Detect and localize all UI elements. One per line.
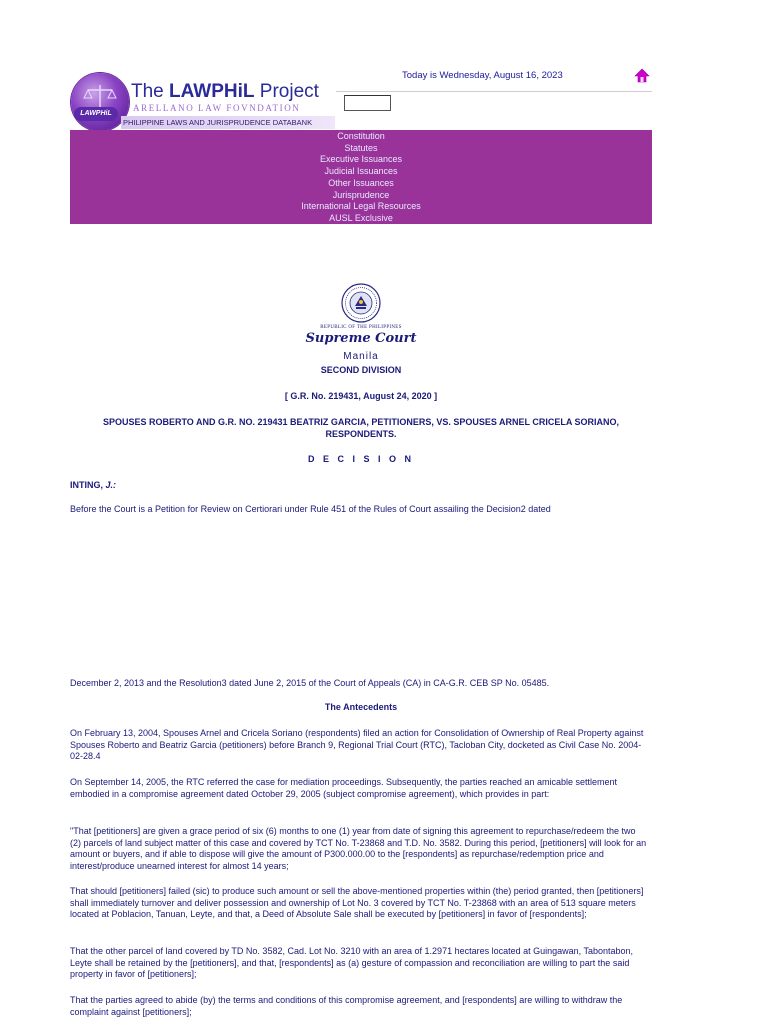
brand-title[interactable]	[131, 81, 319, 103]
header-divider	[336, 91, 652, 92]
nav-item-executive-issuances[interactable]: Executive Issuances	[319, 154, 403, 165]
nav-item-ausl-exclusive[interactable]: AUSL Exclusive	[329, 212, 393, 223]
search-input[interactable]	[344, 95, 391, 111]
brand-subtitle: ARELLANO LAW FOVNDATION	[133, 103, 301, 113]
brand-tagline: PHILIPPINE LAWS AND JURISPRUDENCE DATABANK	[121, 116, 335, 129]
decision-label: D E C I S I O N	[307, 454, 414, 464]
nav-item-international-legal-resources[interactable]: International Legal Resources	[301, 201, 421, 212]
paragraph-6: That the parties agreed to abide (by) the terms and conditions of this compromise agreement, and [respondents] are willing to withdraw the complaint against [petitioners];	[70, 995, 623, 1017]
nav-item-statutes[interactable]: Statutes	[344, 142, 378, 153]
brand-title-prefix: The	[131, 81, 170, 102]
brand-title-bold: LAWPHiL	[169, 81, 255, 102]
court-division: SECOND DIVISION	[320, 365, 402, 375]
court-city: Manila	[343, 351, 379, 362]
nav-item-constitution[interactable]: Constitution	[337, 131, 385, 141]
intro-continuation: December 2, 2013 and the Resolution3 dated June 2, 2015 of the Court of Appeals (CA) in CA-G.R. CEB SP No. 05485.	[70, 678, 550, 688]
case-number: [ G.R. No. 219431, August 24, 2020 ]	[284, 391, 438, 401]
home-icon[interactable]	[633, 67, 651, 85]
antecedents-heading: The Antecedents	[324, 702, 398, 712]
ponente-name: INTING,	[70, 480, 106, 490]
paragraph-5: That the other parcel of land covered by TD No. 3582, Cad. Lot No. 3210 with an area of 1.2971 hectares located at Guingawan, Tabontabon, Leyte shall be retained by the [petitioners], and that, [respondents] as (a) gesture of compassion and reconciliation are willing to part the said property in favor of [petitioners];	[70, 946, 634, 979]
nav-item-other-issuances[interactable]: Other Issuances	[328, 177, 394, 188]
ponente-suffix: J.:	[105, 480, 117, 490]
paragraph-4: That should [petitioners] failed (sic) to produce such amount or sell the above-mentioned properties within (the) period granted, then [petitioners] shall immediately turnover and deliver possession and ownership of Lot No. 3 covered by TCT No. T-23868 with an area of 513 square meters located at Poblacion, Tanuan, Leyte, and that, a Deed of Absolute Sale shall be executed by [petitioners] in favor of [respondents];	[70, 886, 644, 919]
paragraph-1: On February 13, 2004, Spouses Arnel and Cricela Soriano (respondents) filed an action for Consolidation of Ownership of Real Property against Spouses Roberto and Beatriz Garcia (petitioners) before Branch 9, Regional Trial Court (RTC), Tacloban City, docketed as Civil Case No. 2004-02-28.4	[70, 728, 644, 761]
brand-title-suffix: Project	[254, 81, 319, 102]
supreme-court-seal-icon	[341, 283, 381, 323]
nav-item-jurisprudence[interactable]: Jurisprudence	[332, 189, 390, 200]
main-nav	[70, 130, 652, 224]
intro-paragraph: Before the Court is a Petition for Review on Certiorari under Rule 451 of the Rules of Court assailing the Decision2 dated	[70, 504, 551, 514]
court-name: Supreme Court	[305, 331, 417, 346]
paragraph-3: "That [petitioners] are given a grace period of six (6) months to one (1) year from date of signing this agreement to repurchase/redeem the two (2) parcels of land subject matter of this case and covered by TCT No. T-23868 and T.D. No. 3582. During this period, [petitioners] will look for an amount or buyers, and if able to dispose will give the amount of P300.000.00 to the [respondents] as repurchase/redemption price and interest/produce unearned interest for almost 14 years;	[70, 826, 647, 871]
case-caption: SPOUSES ROBERTO AND G.R. NO. 219431 BEATRIZ GARCIA, PETITIONERS, VS. SPOUSES ARNEL CRICELA SORIANO, RESPONDENTS.	[102, 417, 620, 439]
today-date: Today is Wednesday, August 16, 2023	[402, 70, 563, 81]
paragraph-2: On September 14, 2005, the RTC referred the case for mediation proceedings. Subsequently, the parties reached an amicable settlement embodied in a compromise agreement dated October 29, 2005 (subject compromise agreement), which provides in part:	[70, 777, 617, 799]
logo-badge: LAWPHiL	[74, 107, 118, 121]
republic-label: REPUBLIC OF THE PHILIPPINES	[320, 325, 402, 330]
nav-item-judicial-issuances[interactable]: Judicial Issuances	[324, 166, 398, 177]
ponente	[70, 480, 116, 490]
